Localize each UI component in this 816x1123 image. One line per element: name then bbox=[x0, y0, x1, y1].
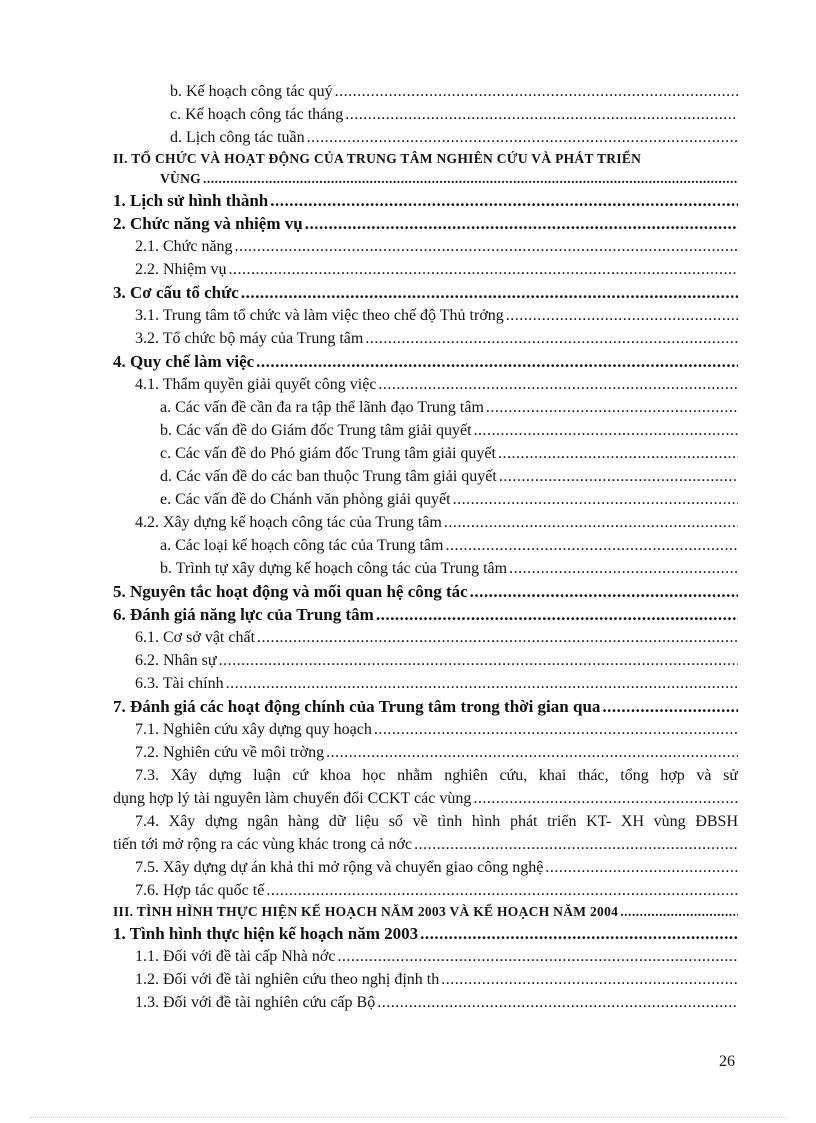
toc-leader-dots bbox=[256, 350, 738, 373]
toc-entry bbox=[113, 488, 738, 511]
toc-leader-dots bbox=[270, 189, 738, 212]
toc-leader-dots bbox=[378, 373, 738, 396]
page-bottom-border bbox=[30, 1117, 786, 1118]
toc-entry-text: a. Các loại kế hoạch công tác của Trung tâm bbox=[160, 537, 444, 554]
toc-entry-text: d. Lịch công tác tuần bbox=[170, 129, 305, 146]
toc-leader-dots bbox=[326, 741, 738, 764]
toc-leader-dots bbox=[365, 327, 738, 350]
toc-entry-text: tiến tới mở rộng ra các vùng khác trong cả nớc bbox=[113, 836, 413, 853]
toc-leader-dots bbox=[473, 787, 738, 810]
toc-entry bbox=[113, 787, 738, 810]
toc-leader-dots bbox=[602, 695, 738, 718]
toc-entry bbox=[113, 833, 738, 856]
toc-leader-dots bbox=[226, 672, 738, 695]
toc-leader-dots bbox=[620, 902, 738, 922]
toc-entry bbox=[113, 396, 738, 419]
toc-entry-text: b. Kế hoạch công tác quý bbox=[170, 83, 333, 100]
toc-entry bbox=[113, 626, 738, 649]
toc-leader-dots bbox=[257, 626, 738, 649]
toc-entry bbox=[113, 741, 738, 764]
toc-entry-text: 6.2. Nhân sự bbox=[135, 652, 217, 669]
toc-entry-text: III. TÌNH HÌNH THỰC HIỆN KẾ HOẠCH NĂM 2003 VÀ KẾ HOẠCH NĂM 2004 bbox=[113, 904, 619, 919]
toc-entry bbox=[113, 672, 738, 695]
toc-leader-dots bbox=[499, 465, 738, 488]
toc-entry bbox=[113, 235, 738, 258]
toc-entry-text: 4.1. Thẩm quyền giải quyết công việc bbox=[135, 376, 377, 393]
toc-leader-dots bbox=[420, 922, 738, 945]
toc-entry-text: 2. Chức năng và nhiệm vụ bbox=[113, 214, 303, 233]
toc-entry bbox=[113, 258, 738, 281]
toc-leader-dots bbox=[266, 879, 738, 902]
toc-leader-dots bbox=[241, 281, 738, 304]
toc-entry bbox=[113, 718, 738, 741]
toc-entry-text: 3. Cơ cấu tổ chức bbox=[113, 283, 239, 302]
toc-leader-dots bbox=[453, 488, 738, 511]
toc-entry-text: 7.6. Hợp tác quốc tế bbox=[135, 882, 265, 899]
toc-entry-text: 1. Lịch sử hình thành bbox=[113, 191, 269, 210]
toc-leader-dots bbox=[414, 833, 738, 856]
toc-leader-dots bbox=[506, 304, 738, 327]
toc-entry bbox=[113, 304, 738, 327]
toc-leader-dots bbox=[377, 991, 738, 1014]
toc-entry-text: b. Trình tự xây dựng kế hoạch công tác của Trung tâm bbox=[160, 560, 508, 577]
toc-leader-dots bbox=[307, 126, 738, 149]
toc-entry-text: e. Các vấn đề do Chánh văn phòng giải quyết bbox=[160, 491, 451, 508]
toc-leader-dots bbox=[498, 442, 738, 465]
toc-leader-dots bbox=[445, 534, 738, 557]
toc-leader-dots bbox=[345, 103, 738, 126]
toc-entry-text: dụng hợp lý tài nguyên làm chuyển đổi CCKT các vùng bbox=[113, 790, 472, 807]
toc-entry bbox=[113, 879, 738, 902]
toc-entry bbox=[113, 902, 738, 922]
toc-entry-text: 1. Tình hình thực hiện kế hoạch năm 2003 bbox=[113, 924, 419, 943]
toc-entry-text: 6. Đánh giá năng lực của Trung tâm bbox=[113, 605, 374, 624]
toc-entry bbox=[113, 856, 738, 879]
toc-entry-text: 7.4. Xây dựng ngân hàng dữ liệu số về tình hình phát triển KT- XH vùng ĐBSH bbox=[135, 813, 738, 830]
toc-entry bbox=[113, 327, 738, 350]
toc-entry-text: 7.5. Xây dựng dự án khả thi mở rộng và chuyển giao công nghệ bbox=[135, 859, 544, 876]
toc-leader-dots bbox=[509, 557, 738, 580]
toc-entry-text: VÙNG bbox=[160, 171, 201, 186]
toc-entry-text: d. Các vấn đề do các ban thuộc Trung tâm giải quyết bbox=[160, 468, 497, 485]
toc-entry bbox=[113, 103, 738, 126]
toc-entry bbox=[113, 968, 738, 991]
toc-entry bbox=[113, 649, 738, 672]
toc-leader-dots bbox=[235, 235, 738, 258]
toc-entry bbox=[113, 764, 738, 787]
toc-leader-dots bbox=[229, 258, 738, 281]
toc-entry bbox=[113, 945, 738, 968]
toc-leader-dots bbox=[444, 511, 738, 534]
toc-leader-dots bbox=[486, 396, 738, 419]
toc-entry-text: 7.3. Xây dựng luận cứ khoa học nhằm nghiên cứu, khai thác, tổng hợp và sử bbox=[135, 767, 738, 784]
page-number: 26 bbox=[719, 1053, 735, 1070]
toc-entry-text: 4.2. Xây dựng kế hoạch công tác của Trung tâm bbox=[135, 514, 442, 531]
toc-entry bbox=[113, 442, 738, 465]
toc-entry-text: 4. Quy chế làm việc bbox=[113, 352, 255, 371]
toc-entry-text: 3.2. Tổ chức bộ máy của Trung tâm bbox=[135, 330, 364, 347]
toc-entry-text: 1.3. Đối với đề tài nghiên cứu cấp Bộ bbox=[135, 994, 376, 1011]
toc-entry bbox=[113, 557, 738, 580]
toc-entry-text: 6.3. Tài chính bbox=[135, 675, 224, 692]
toc-entry bbox=[113, 373, 738, 396]
toc-entry bbox=[113, 603, 738, 626]
toc-entry bbox=[113, 419, 738, 442]
toc-entry bbox=[113, 281, 738, 304]
toc-entry bbox=[113, 991, 738, 1014]
toc-leader-dots bbox=[545, 856, 738, 879]
toc-leader-dots bbox=[470, 580, 738, 603]
toc-entry bbox=[113, 534, 738, 557]
toc-entry bbox=[113, 695, 738, 718]
toc-entry-text: 5. Nguyên tắc hoạt động và mối quan hệ công tác bbox=[113, 582, 468, 601]
toc-entry bbox=[113, 511, 738, 534]
toc-leader-dots bbox=[305, 212, 738, 235]
toc-entry-text: 1.2. Đối với đề tài nghiên cứu theo nghị định th bbox=[135, 971, 440, 988]
toc-leader-dots bbox=[374, 718, 738, 741]
toc-entry bbox=[113, 922, 738, 945]
toc-leader-dots bbox=[337, 945, 738, 968]
toc-entry bbox=[113, 465, 738, 488]
toc-entry bbox=[113, 80, 738, 103]
toc-entry-text: 7.1. Nghiên cứu xây dựng quy hoạch bbox=[135, 721, 372, 738]
toc-entry bbox=[113, 189, 738, 212]
toc-entry-text: 3.1. Trung tâm tổ chức và làm việc theo chế độ Thủ trởng bbox=[135, 307, 504, 324]
toc-entry-text: b. Các vấn đề do Giám đốc Trung tâm giải quyết bbox=[160, 422, 472, 439]
toc-entry-text: c. Các vấn đề do Phó giám đốc Trung tâm giải quyết bbox=[160, 445, 496, 462]
toc-entry-text: 7.2. Nghiên cứu về môi trờng bbox=[135, 744, 325, 761]
toc-entry bbox=[113, 149, 738, 169]
toc-leader-dots bbox=[335, 80, 738, 103]
toc-leader-dots bbox=[376, 603, 738, 626]
toc-entry bbox=[113, 580, 738, 603]
toc-entry-text: 2.2. Nhiệm vụ bbox=[135, 261, 227, 278]
toc-leader-dots bbox=[219, 649, 738, 672]
toc-entry-text: 6.1. Cơ sở vật chất bbox=[135, 629, 256, 646]
toc-entry-text: a. Các vấn đề cần đa ra tập thể lãnh đạo Trung tâm bbox=[160, 399, 484, 416]
toc-entry bbox=[113, 810, 738, 833]
toc-entry-text: II. TỔ CHỨC VÀ HOẠT ĐỘNG CỦA TRUNG TÂM NGHIÊN CỨU VÀ PHÁT TRIỂN bbox=[113, 151, 642, 166]
toc-entry bbox=[113, 126, 738, 149]
toc-entry-text: 7. Đánh giá các hoạt động chính của Trung tâm trong thời gian qua bbox=[113, 697, 601, 716]
table-of-contents bbox=[113, 80, 738, 1014]
toc-leader-dots bbox=[203, 169, 738, 189]
toc-entry bbox=[113, 212, 738, 235]
toc-leader-dots bbox=[441, 968, 738, 991]
toc-entry-text: c. Kế hoạch công tác tháng bbox=[170, 106, 344, 123]
toc-leader-dots bbox=[474, 419, 738, 442]
toc-entry-text: 2.1. Chức năng bbox=[135, 238, 233, 255]
toc-entry bbox=[113, 169, 738, 189]
toc-entry bbox=[113, 350, 738, 373]
toc-entry-text: 1.1. Đối với đề tài cấp Nhà nớc bbox=[135, 948, 336, 965]
